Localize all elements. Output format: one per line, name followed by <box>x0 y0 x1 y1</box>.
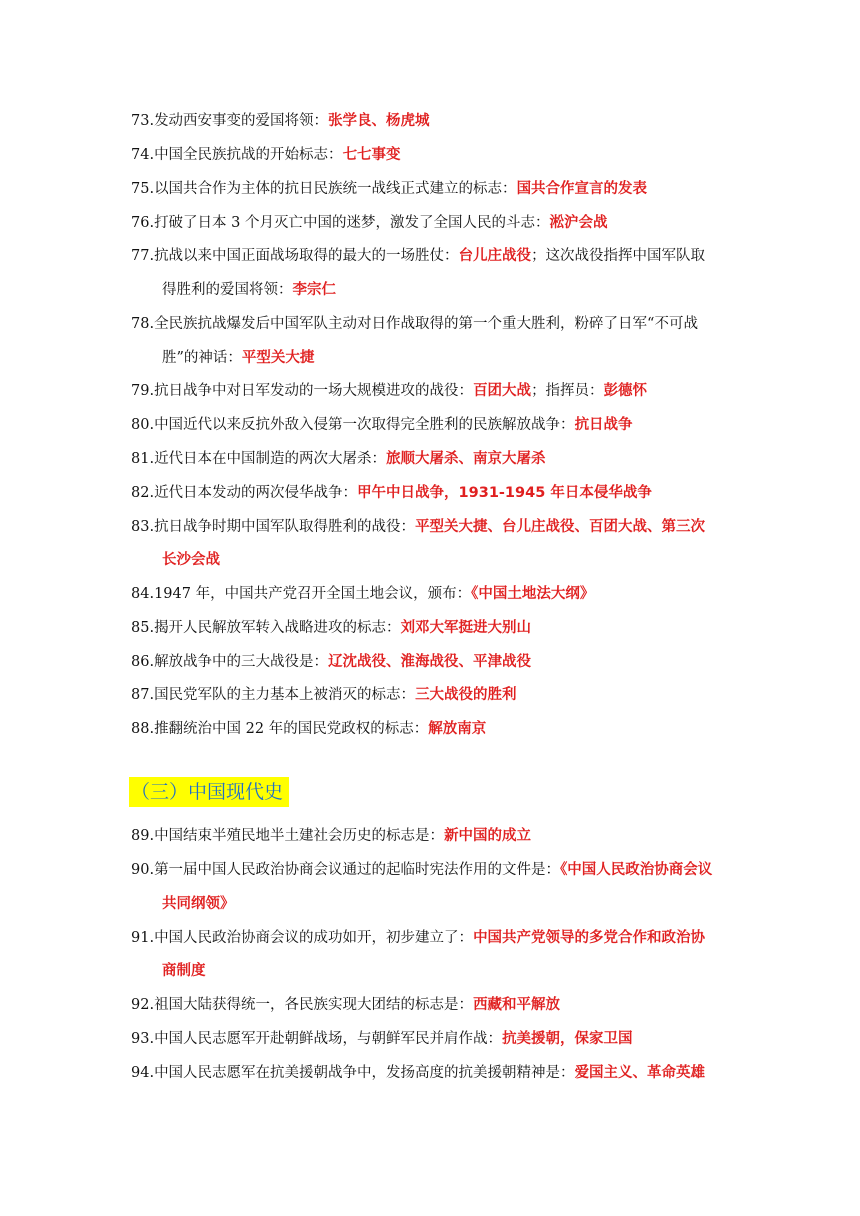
item-text: 胜”的神话： <box>162 350 242 366</box>
list-item <box>131 111 430 131</box>
item-answer: 《中国土地法大纲》 <box>471 586 595 602</box>
item-answer: 共同纲领》 <box>162 896 235 912</box>
item-number: 75. <box>131 181 155 197</box>
list-item-continuation <box>162 280 336 300</box>
item-answer: 爱国主义、革命英雄 <box>574 1065 706 1081</box>
item-text-continued: ；指挥员： <box>531 383 604 399</box>
item-answer: 西藏和平解放 <box>473 997 561 1013</box>
item-number: 86. <box>131 654 155 670</box>
list-item <box>131 483 652 503</box>
list-item <box>131 246 705 266</box>
item-text: 中国结束半殖民地半土建社会历史的标志是： <box>154 828 445 844</box>
item-number: 91. <box>131 930 155 946</box>
item-text: 抗日战争中对日军发动的一场大规模进攻的战役： <box>154 383 474 399</box>
item-answer: 国共合作宣言的发表 <box>516 181 648 197</box>
item-text: 抗日战争时期中国军队取得胜利的战役： <box>154 519 416 535</box>
item-text: 中国人民志愿军在抗美援朝战争中，发扬高度的抗美援朝精神是： <box>154 1065 575 1081</box>
list-item <box>131 1029 633 1049</box>
item-answer: 抗美援朝，保家卫国 <box>502 1031 633 1047</box>
list-item <box>131 618 531 638</box>
item-text: 以国共合作为主体的抗日民族统一战线正式建立的标志： <box>154 181 517 197</box>
item-text: 打破了日本 3 个月灭亡中国的迷梦，激发了全国人民的斗志： <box>154 215 550 231</box>
item-number: 73. <box>131 113 155 129</box>
item-answer: 平型关大捷 <box>241 350 315 366</box>
item-number: 83. <box>131 519 155 535</box>
item-text-continued: ；这次战役指挥中国军队取 <box>531 248 706 264</box>
list-item <box>131 314 698 334</box>
item-answer: 抗日战争 <box>574 417 633 433</box>
list-item <box>131 415 633 435</box>
item-number: 92. <box>131 997 155 1013</box>
list-item <box>131 995 560 1015</box>
item-answer: 三大战役的胜利 <box>415 687 517 703</box>
item-answer: 台儿庄战役 <box>458 248 532 264</box>
item-text: 中国全民族抗战的开始标志： <box>154 147 343 163</box>
item-number: 85. <box>131 620 155 636</box>
section-heading: （三）中国现代史 <box>129 777 289 807</box>
item-text: 解放战争中的三大战役是： <box>154 654 329 670</box>
item-answer: 《中国人民政治协商会议 <box>560 862 713 878</box>
item-text: 得胜利的爱国将领： <box>162 282 293 298</box>
item-answer: 新中国的成立 <box>444 828 532 844</box>
item-answer: 辽沈战役、淮海战役、平津战役 <box>328 654 532 670</box>
item-number: 84. <box>131 586 155 602</box>
item-answer: 旅顺大屠杀、南京大屠杀 <box>386 451 546 467</box>
list-item-continuation <box>162 961 206 981</box>
item-number: 94. <box>131 1065 155 1081</box>
list-item <box>131 584 594 604</box>
item-text: 推翻统治中国 22 年的国民党政权的标志： <box>154 721 429 737</box>
list-item <box>131 179 647 199</box>
list-item-continuation <box>162 348 314 368</box>
item-text: 中国人民政治协商会议的成功如开，初步建立了： <box>154 930 474 946</box>
list-item <box>131 719 486 739</box>
item-number: 76. <box>131 215 155 231</box>
item-text: 国民党军队的主力基本上被消灭的标志： <box>154 687 416 703</box>
item-answer-2: 彭德怀 <box>603 383 648 399</box>
item-answer: 李宗仁 <box>292 282 336 298</box>
item-number: 79. <box>131 383 155 399</box>
item-text: 近代日本在中国制造的两次大屠杀： <box>154 451 387 467</box>
item-answer: 解放南京 <box>428 721 487 737</box>
item-text: 祖国大陆获得统一，各民族实现大团结的标志是： <box>154 997 474 1013</box>
item-answer: 平型关大捷、台儿庄战役、百团大战、第三次 <box>415 519 706 535</box>
item-text: 揭开人民解放军转入战略进攻的标志： <box>154 620 401 636</box>
list-item-continuation <box>162 894 235 914</box>
item-answer: 中国共产党领导的多党合作和政治协 <box>473 930 706 946</box>
list-item <box>131 517 705 537</box>
item-text: 第一届中国人民政治协商会议通过的起临时宪法作用的文件是： <box>154 862 561 878</box>
item-answer: 商制度 <box>162 963 206 979</box>
list-item-continuation <box>162 550 220 570</box>
item-text: 发动西安事变的爱国将领： <box>154 113 329 129</box>
item-number: 78. <box>131 316 155 332</box>
item-answer: 百团大战 <box>473 383 532 399</box>
item-text: 抗战以来中国正面战场取得的最大的一场胜仗： <box>154 248 459 264</box>
list-item <box>131 652 531 672</box>
list-item <box>131 860 712 880</box>
item-answer: 张学良、杨虎城 <box>328 113 430 129</box>
item-text: 全民族抗战爆发后中国军队主动对日作战取得的第一个重大胜利，粉碎了日军“不可战 <box>154 316 698 332</box>
item-number: 89. <box>131 828 155 844</box>
item-answer: 刘邓大军挺进大别山 <box>400 620 532 636</box>
list-item <box>131 213 608 233</box>
item-answer: 甲午中日战争，1931-1945 年日本侵华战争 <box>357 485 652 501</box>
item-number: 74. <box>131 147 155 163</box>
list-item <box>131 381 647 401</box>
item-number: 87. <box>131 687 155 703</box>
list-item <box>131 826 531 846</box>
item-text: 1947 年，中国共产党召开全国土地会议，颁布： <box>154 586 472 602</box>
item-answer: 淞沪会战 <box>549 215 608 231</box>
item-text: 中国近代以来反抗外敌入侵第一次取得完全胜利的民族解放战争： <box>154 417 575 433</box>
list-item <box>131 928 705 948</box>
list-item <box>131 145 401 165</box>
item-text: 中国人民志愿军开赴朝鲜战场，与朝鲜军民并肩作战： <box>154 1031 503 1047</box>
item-number: 81. <box>131 451 155 467</box>
item-answer: 七七事变 <box>342 147 401 163</box>
list-item <box>131 1063 705 1083</box>
item-answer: 长沙会战 <box>162 552 220 568</box>
item-number: 90. <box>131 862 155 878</box>
list-item <box>131 449 546 469</box>
item-number: 88. <box>131 721 155 737</box>
list-item <box>131 685 517 705</box>
item-number: 77. <box>131 248 155 264</box>
item-number: 82. <box>131 485 155 501</box>
item-number: 80. <box>131 417 155 433</box>
item-text: 近代日本发动的两次侵华战争： <box>154 485 358 501</box>
item-number: 93. <box>131 1031 155 1047</box>
